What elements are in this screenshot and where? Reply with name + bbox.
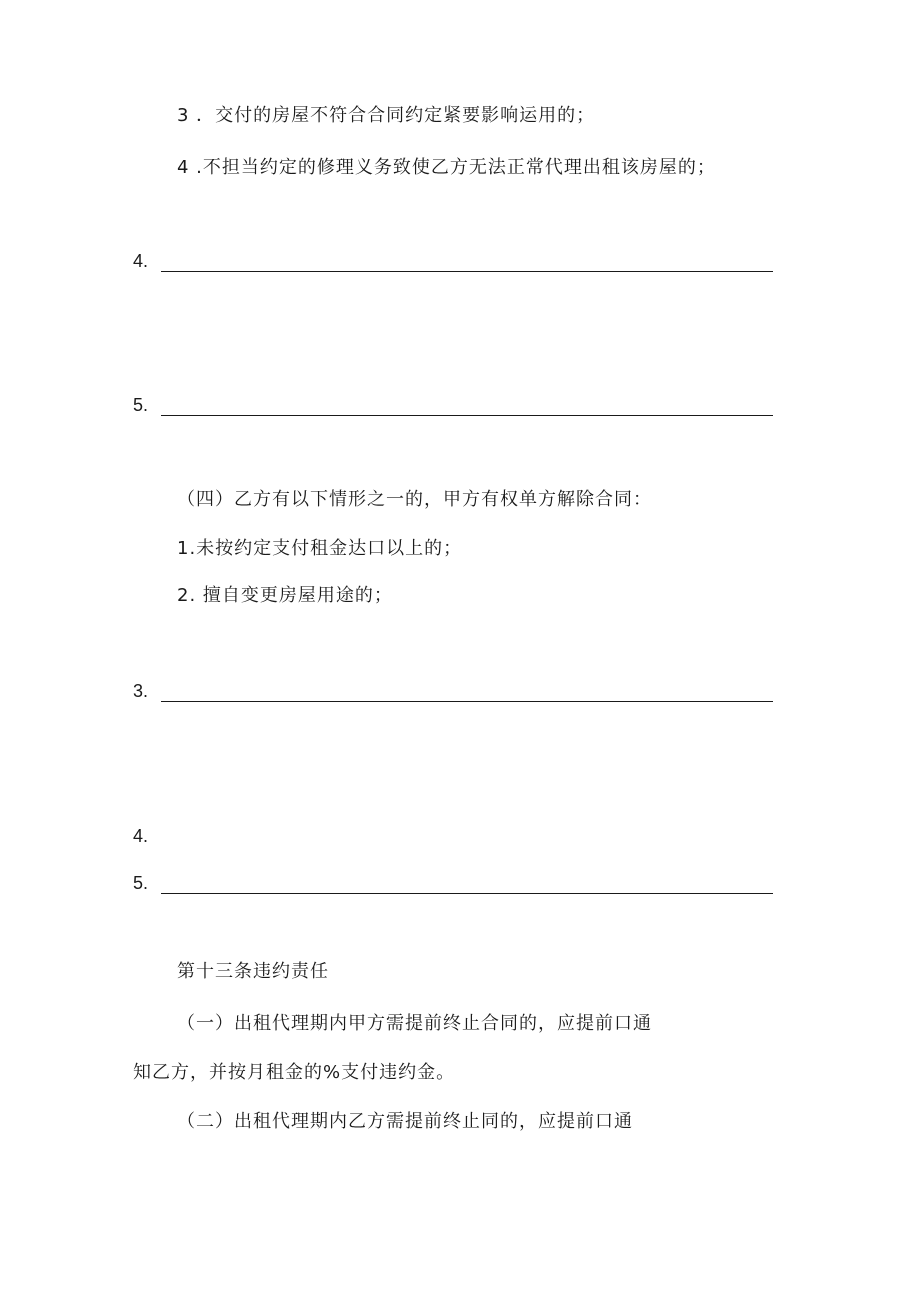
- article-13-title: 第十三条违约责任: [177, 961, 329, 982]
- blank-item-5: [133, 393, 773, 419]
- blank-item-number: 5.: [133, 395, 149, 415]
- blank-item-number: 4.: [133, 826, 149, 846]
- blank-item-4-second: [133, 824, 773, 850]
- blank-item-4: [133, 249, 773, 275]
- fill-in-line: [161, 271, 773, 272]
- blank-item-3: [133, 679, 773, 705]
- fill-in-line: [161, 701, 773, 702]
- fill-in-line: [161, 893, 773, 894]
- blank-item-number: 4.: [133, 251, 149, 271]
- section-four-item-2: 2. 擅自变更房屋用途的；: [177, 585, 393, 606]
- article-13-para-1-line-2: 知乙方，并按月租金的%支付违约金。: [133, 1062, 456, 1083]
- blank-item-number: 5.: [133, 873, 149, 893]
- article-13-para-2-line-1: （二）出租代理期内乙方需提前终止同的，应提前口通: [177, 1111, 633, 1132]
- section-four-heading: （四）乙方有以下情形之一的，甲方有权单方解除合同：: [177, 489, 652, 510]
- blank-item-number: 3.: [133, 681, 149, 701]
- clause-item-4: 4 .不担当约定的修理义务致使乙方无法正常代理出租该房屋的；: [177, 157, 716, 178]
- blank-item-5-second: [133, 871, 773, 897]
- section-four-item-1: 1.未按约定支付租金达口以上的；: [177, 538, 463, 559]
- fill-in-line: [161, 415, 773, 416]
- clause-item-3: 3 ．交付的房屋不符合合同约定紧要影响运用的；: [177, 105, 596, 126]
- article-13-para-1-line-1: （一）出租代理期内甲方需提前终止合同的，应提前口通: [177, 1013, 652, 1034]
